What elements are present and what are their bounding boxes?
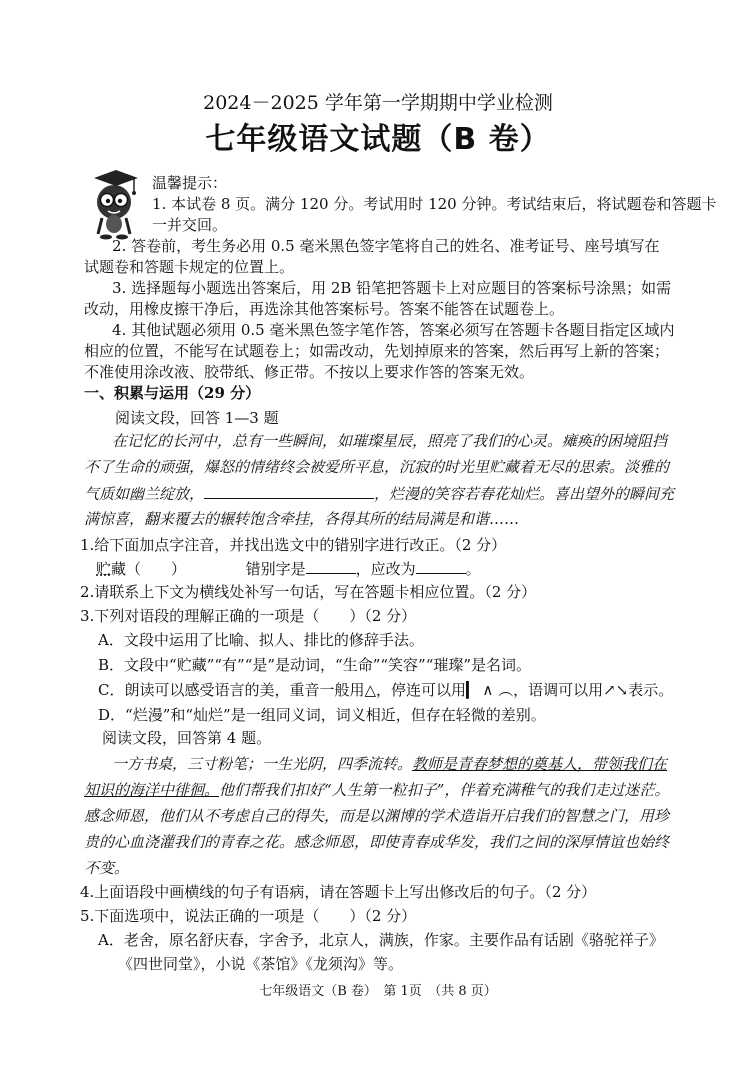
passage2-line-3: 感念师恩，他们从不考虑自己的得失，而是以渊博的学术造诣开启我们的智慧之门，用珍 (84, 807, 670, 825)
passage1-line-1: 在记忆的长河中，总有一些瞬间，如璀璨星辰，照亮了我们的心灵。瘫痪的困境阻挡 (112, 432, 668, 450)
tip-line-5: 3. 选择题每小题选出答案后，用 2B 铅笔把答题卡上对应题目的答案标号涂黑；如需 (112, 279, 672, 297)
tip-line-9: 不准使用涂改液、胶带纸、修正带。不按以上要求作答的答案无效。 (84, 363, 535, 381)
typo-label: 错别字是 (245, 560, 306, 578)
dotted-character: 贮 (96, 560, 112, 578)
exam-paper-title: 七年级语文试题（B 卷） (205, 122, 551, 157)
tips-heading: 温馨提示： (152, 174, 228, 192)
pinyin-slot[interactable]: 藏（ ） (111, 560, 187, 578)
q5-option-a-line-2: 《四世同堂》，小说《茶馆》《龙须沟》等。 (118, 955, 404, 973)
question-5: 5.下面选项中，说法正确的一项是（ ）（2 分） (80, 907, 417, 925)
tip-line-7: 4. 其他试题必须用 0.5 毫米黑色签字笔作答，答案必须写在答题卡各题目指定区域内 (112, 321, 675, 339)
tip-line-6: 改动，用橡皮擦干净后，再选涂其他答案标号。答案不能答在试题卷上。 (84, 300, 565, 318)
section-heading: 一、积累与运用（29 分） (84, 384, 261, 402)
passage1-line-3 (84, 483, 674, 504)
passage1-line-3-start: 气质如幽兰绽放， (84, 485, 205, 503)
passage2-line-2-end: 他们帮我们扣好“人生第一粒扣子”，伴着充满稚气的我们走过迷茫。 (219, 781, 670, 799)
question-1: 1.给下面加点字注音，并找出选文中的错别字进行改正。（2 分） (80, 536, 507, 554)
passage1-line-4: 满惊喜，翻来覆去的辗转饱含牵挂，各得其所的结局满是和谐…… (84, 510, 520, 528)
question-3: 3.下列对语段的理解正确的一项是（ ）（2 分） (80, 607, 417, 625)
passage2-line-2 (84, 780, 669, 800)
reading-intro-2: 阅读文段，回答第 4 题。 (102, 729, 272, 747)
period: 。 (465, 560, 481, 578)
passage2-line-1 (112, 754, 667, 774)
correction-label: ，应改为 (355, 560, 416, 578)
q3-option-b[interactable]: B．文段中“贮藏”“有”“是”是动词，“生命”“笑容”“璀璨”是名词。 (98, 656, 532, 674)
q3-option-d[interactable]: D．“烂漫”和“灿烂”是一组同义词，词义相近，但存在轻微的差别。 (98, 706, 546, 724)
passage1-line-3-end: ，烂漫的笑容若春花灿烂。喜出望外的瞬间充 (374, 485, 675, 503)
reading-intro-1: 阅读文段，回答 1—3 题 (115, 409, 279, 427)
q5-option-a-line-1[interactable]: A．老舍，原名舒庆春，字舍予，北京人，满族，作家。主要作品有话剧《骆驼祥子》 (98, 931, 664, 949)
tip-line-4: 试题卷和答题卡规定的位置上。 (84, 258, 295, 276)
question-2: 2.请联系上下文为横线处补写一句话，写在答题卡相应位置。（2 分） (80, 583, 537, 601)
passage1-line-2: 不了生命的顽强，爆怒的情绪终会被爱所平息，沉寂的时光里贮藏着无尽的思索。淡雅的 (84, 458, 670, 476)
page-footer: 七年级语文（B 卷） 第 1页 （共 8 页） (259, 984, 497, 999)
tip-line-2: 一并交回。 (152, 216, 228, 234)
typo-blank[interactable] (306, 558, 356, 574)
passage2-line-5: 不变。 (84, 859, 130, 877)
fill-in-blank[interactable] (204, 483, 374, 499)
question-4: 4.上面语段中画横线的句子有语病，请在答题卡上写出修改后的句子。（2 分） (80, 883, 597, 901)
passage2-line-1-start: 一方书桌，三寸粉笔；一生光阴，四季流转。 (112, 755, 413, 773)
tip-line-1: 1. 本试卷 8 页。满分 120 分。考试用时 120 分钟。考试结束后，将试题卷和答题卡 (152, 195, 717, 213)
q3-option-a[interactable]: A．文段中运用了比喻、拟人、排比的修辞手法。 (98, 631, 424, 649)
q3-option-c[interactable]: C．朗读可以感受语言的美，重音一般用△，停连可以用▎ ∧ ︵，语调可以用↗↘表示。 (98, 681, 674, 699)
exam-session-title: 2024－2025 学年第一学期期中学业检测 (203, 92, 553, 114)
question-1-answer-row (96, 558, 481, 579)
underlined-sentence-part-2: 知识的海洋中徘徊。 (84, 781, 220, 799)
underlined-sentence-part-1: 教师是青春梦想的奠基人，带领我们在 (412, 755, 668, 773)
passage2-line-4: 贵的心血浇灌我们的青春之花。感念师恩，即使青春成华发，我们之间的深厚情谊也始终 (84, 833, 670, 851)
tip-line-3: 2. 答卷前，考生务必用 0.5 毫米黑色签字笔将自己的姓名、准考证号、座号填写在 (112, 237, 660, 255)
correction-blank[interactable] (416, 558, 466, 574)
student-mascot-icon (86, 168, 142, 240)
tip-line-8: 相应的位置，不能写在试题卷上；如需改动，先划掉原来的答案，然后再写上新的答案； (84, 342, 670, 360)
